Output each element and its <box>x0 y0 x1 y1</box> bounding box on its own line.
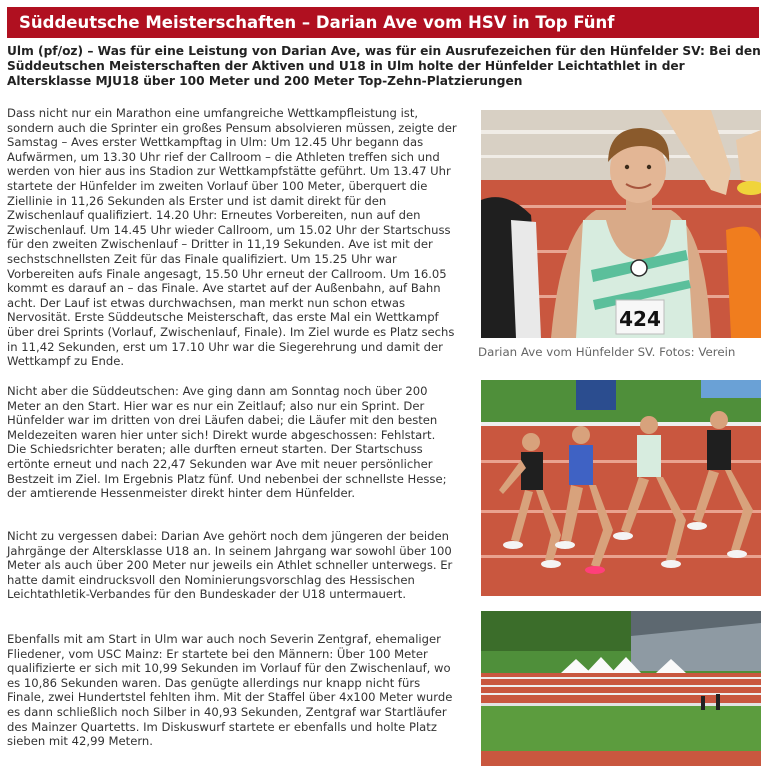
article-lead: Ulm (pf/oz) – Was für eine Leistung von Darian Ave, was für ein Ausrufezeichen für den Hünfelder SV: Bei den Süddeutschen Meisterschaften der Aktiven und U18 in Ulm holte der Hünfelder Leichtathlet in der Altersklasse MJU18 über 100 Meter und 200 Meter Top-Zehn-Platzierungen <box>7 44 761 88</box>
article-paragraph-1: Dass nicht nur ein Marathon eine umfangreiche Wettkampfleistung ist, sondern auch die Sprinter ein großes Pensum absolvieren müssen, zeigte der Samstag – Aves erster Wettkampftag in Ulm: Um 12.45 Uhr begann das Aufwärmen, um 13.30 Uhr rief der Callroom – die Athleten treffen sich und werden von hier aus ins Stadion zur Wettkampfstätte geführt. Um 13.47 Uhr startete der Hünfelder im zweiten Vorlauf über 100 Meter, überquert die Ziellinie in 11,26 Sekunden als Erster und ist damit direkt für den Zwischenlauf qualifiziert. 14.20 Uhr: Erneutes Vorbereiten, nun auf den Zwischenlauf. Um 14.45 Uhr wieder Callroom, um 15.02 Uhr der Startschuss für den zweiten Zwischenlauf – Dritter in 11,19 Sekunden. Ave ist mit der sechstschnellsten Zeit für das Finale qualifiziert. Um 15.25 Uhr war Vorbereiten aufs Finale angesagt, 15.50 Uhr erneut der Callroom. Um 16.05 kommt es darauf an – das Finale. Ave startet auf der Außenbahn, auf Bahn acht. Der Lauf ist etwas durchwachsen, man merkt nun schon etwas Nervosität. Erste Süddeutsche Meisterschaft, das erste Mal ein Wettkampf über drei Sprints (Vorlauf, Zwischenlauf, Finale). Im Ziel wurde es Platz sechs in 11,42 Sekunden, erst um 17.10 Uhr war die Siegerehrung und damit der Wettkampf zu Ende. <box>7 106 457 369</box>
article-title: Süddeutsche Meisterschaften – Darian Ave vom HSV in Top Fünf <box>7 7 759 38</box>
photo-caption: Darian Ave vom Hünfelder SV. Fotos: Verein <box>478 345 736 359</box>
bib-number-text: 424 <box>619 307 661 331</box>
sprint-race-photo <box>481 380 761 596</box>
article-paragraph-2: Nicht aber die Süddeutschen: Ave ging dann am Sonntag noch über 200 Meter an den Start. Hier war es nur ein Zeitlauf; also nur ein Sprint. Der Hünfelder war im dritten von drei Läufen dabei; die Läufer mit den besten Meldezeiten waren hier unter sich! Direkt wurde abgeschossen: Fehlstart. Die Schiedsrichter beraten; alle durften erneut starten. Der Startschuss ertönte erneut und nach 22,47 Sekunden war Ave mit neuer persönlicher Bestzeit im Ziel. Im Ergebnis Platz fünf. Und nebenbei der schnellste Hesse; der amtierende Hessenmeister direkt hinter dem Hünfelder. <box>7 384 447 501</box>
article-paragraph-4: Ebenfalls mit am Start in Ulm war auch noch Severin Zentgraf, ehemaliger Fliedener, vom USC Mainz: Er startete bei den Männern: Über 100 Meter qualifizierte er sich mit 10,99 Sekunden im Vorlauf für den Zwischenlauf, wo es 10,86 Sekunden waren. Das genügte allerdings nur knapp nicht fürs Finale, zwei Hundertstel fehlten ihm. Mit der Staffel über 4x100 Meter wurde es dann schließlich noch Silber in 40,93 Sekunden, Zentgraf war Startläufer des Mainzer Quartetts. Im Diskuswurf startete er ebenfalls und holte Platz sieben mit 42,99 Metern. <box>7 632 453 749</box>
athlete-portrait-photo <box>481 110 761 338</box>
stadium-photo <box>481 611 761 766</box>
article-paragraph-3: Nicht zu vergessen dabei: Darian Ave gehört noch dem jüngeren der beiden Jahrgänge der Altersklasse U18 an. In seinem Jahrgang war sowohl über 100 Meter als auch über 200 Meter nur jeweils ein Athlet schneller unterwegs. Er hatte damit eindrucksvoll den Nominierungsvorschlag des Hessischen Leichtathletik-Verbandes für den Bundeskader der U18 untermauert. <box>7 529 453 602</box>
